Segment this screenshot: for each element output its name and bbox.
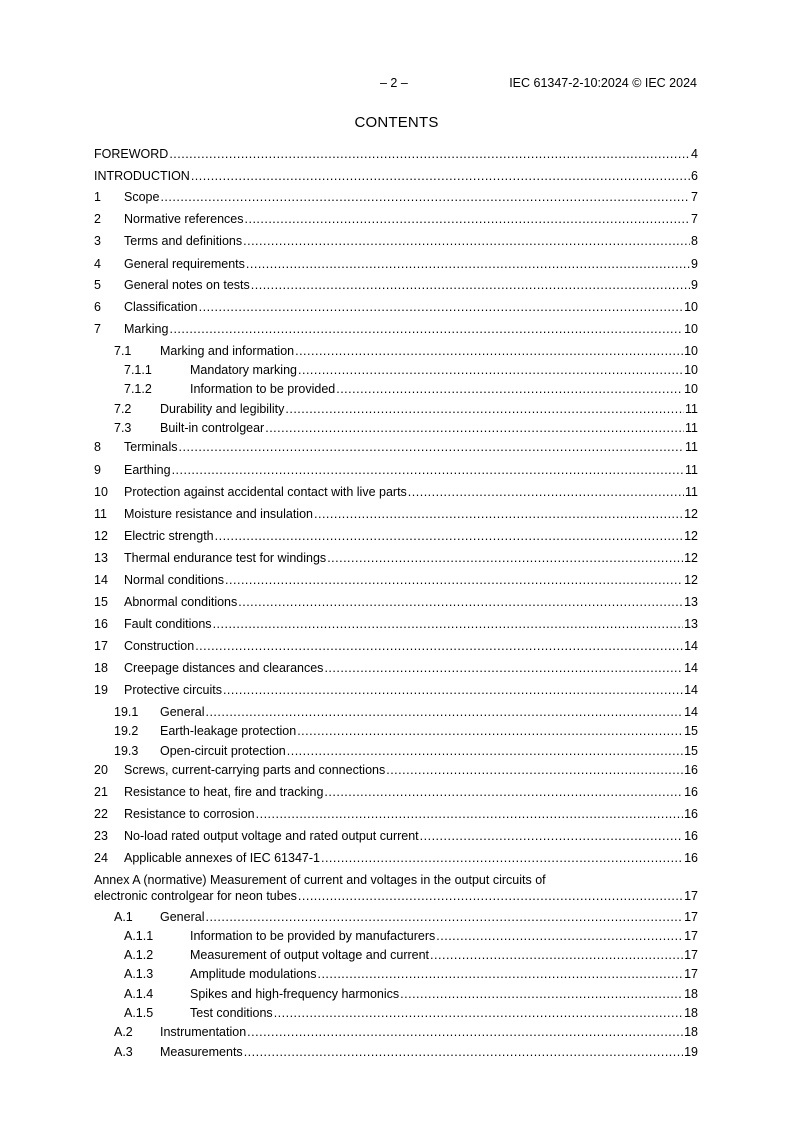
toc-entry-a-1-5[interactable]: A.1.5 Test conditions ..... 18 <box>124 1005 698 1021</box>
toc-entry-7-1-1[interactable]: 7.1.1 Mandatory marking ..... 10 <box>124 362 698 378</box>
toc-entry-12[interactable]: 12 Electric strength ..... 12 <box>94 528 698 544</box>
toc-entry-18[interactable]: 18 Creepage distances and clearances ..... 14 <box>94 660 698 676</box>
toc-entry-annex-a[interactable] <box>94 872 698 904</box>
toc-entry-7-1[interactable]: 7.1 Marking and information ..... 10 <box>114 343 698 359</box>
toc-entry-introduction[interactable]: INTRODUCTION ..... 6 <box>94 168 698 184</box>
toc-entry-foreword[interactable]: FOREWORD ..... 4 <box>94 146 698 162</box>
toc-entry-14[interactable]: 14 Normal conditions ..... 12 <box>94 572 698 588</box>
toc-entry-19-1[interactable]: 19.1 General ..... 14 <box>114 704 698 720</box>
toc-entry-a-3[interactable]: A.3 Measurements ..... 19 <box>114 1044 698 1060</box>
toc-entry-2[interactable]: 2 Normative references ..... 7 <box>94 211 698 227</box>
toc-entry-22[interactable]: 22 Resistance to corrosion ..... 16 <box>94 806 698 822</box>
toc-entry-a-1-4[interactable]: A.1.4 Spikes and high-frequency harmonics ..... 18 <box>124 986 698 1002</box>
toc-entry-7-3[interactable]: 7.3 Built-in controlgear ..... 11 <box>114 420 698 436</box>
toc-entry-19-3[interactable]: 19.3 Open-circuit protection ..... 15 <box>114 743 698 759</box>
toc-entry-19-2[interactable]: 19.2 Earth-leakage protection ..... 15 <box>114 723 698 739</box>
toc-entry-5[interactable]: 5 General notes on tests ..... 9 <box>94 277 698 293</box>
toc-entry-13[interactable]: 13 Thermal endurance test for windings ..... 12 <box>94 550 698 566</box>
toc-entry-11[interactable]: 11 Moisture resistance and insulation ..... 12 <box>94 506 698 522</box>
toc-entry-a-1[interactable]: A.1 General ..... 17 <box>114 909 698 925</box>
toc-entry-7-1-2[interactable]: 7.1.2 Information to be provided ..... 10 <box>124 381 698 397</box>
annex-page: 17 <box>684 889 698 903</box>
toc-entry-24[interactable]: 24 Applicable annexes of IEC 61347-1 ..... 16 <box>94 850 698 866</box>
standard-reference: IEC 61347-2-10:2024 © IEC 2024 <box>509 76 697 90</box>
toc-entry-16[interactable]: 16 Fault conditions ..... 13 <box>94 616 698 632</box>
annex-title-line2: electronic controlgear for neon tubes <box>94 889 297 903</box>
toc-entry-3[interactable]: 3 Terms and definitions ..... 8 <box>94 233 698 249</box>
toc-entry-4[interactable]: 4 General requirements ..... 9 <box>94 256 698 272</box>
toc-entry-23[interactable]: 23 No-load rated output voltage and rated output current ..... 16 <box>94 828 698 844</box>
toc-entry-21[interactable]: 21 Resistance to heat, fire and tracking ..... 16 <box>94 784 698 800</box>
page-number: – 2 – <box>380 76 408 90</box>
page-title: CONTENTS <box>354 114 439 131</box>
toc-entry-a-1-1[interactable]: A.1.1 Information to be provided by manufacturers ..... 17 <box>124 928 698 944</box>
toc-entry-20[interactable]: 20 Screws, current-carrying parts and connections ..... 16 <box>94 762 698 778</box>
toc-entry-1[interactable]: 1 Scope ..... 7 <box>94 189 698 205</box>
toc-entry-9[interactable]: 9 Earthing ..... 11 <box>94 462 698 478</box>
toc-entry-a-1-2[interactable]: A.1.2 Measurement of output voltage and current ..... 17 <box>124 947 698 963</box>
annex-title-line1: Annex A (normative) Measurement of current and voltages in the output circuits of <box>94 873 546 887</box>
toc-entry-8[interactable]: 8 Terminals ..... 11 <box>94 439 698 455</box>
toc-entry-17[interactable]: 17 Construction ..... 14 <box>94 638 698 654</box>
toc-entry-a-2[interactable]: A.2 Instrumentation ..... 18 <box>114 1024 698 1040</box>
toc-entry-7[interactable]: 7 Marking ..... 10 <box>94 321 698 337</box>
toc-entry-15[interactable]: 15 Abnormal conditions ..... 13 <box>94 594 698 610</box>
toc-entry-6[interactable]: 6 Classification ..... 10 <box>94 299 698 315</box>
toc-entry-10[interactable]: 10 Protection against accidental contact with live parts ..... 11 <box>94 484 698 500</box>
toc-entry-a-1-3[interactable]: A.1.3 Amplitude modulations ..... 17 <box>124 966 698 982</box>
toc-entry-7-2[interactable]: 7.2 Durability and legibility ..... 11 <box>114 401 698 417</box>
toc-entry-19[interactable]: 19 Protective circuits ..... 14 <box>94 682 698 698</box>
